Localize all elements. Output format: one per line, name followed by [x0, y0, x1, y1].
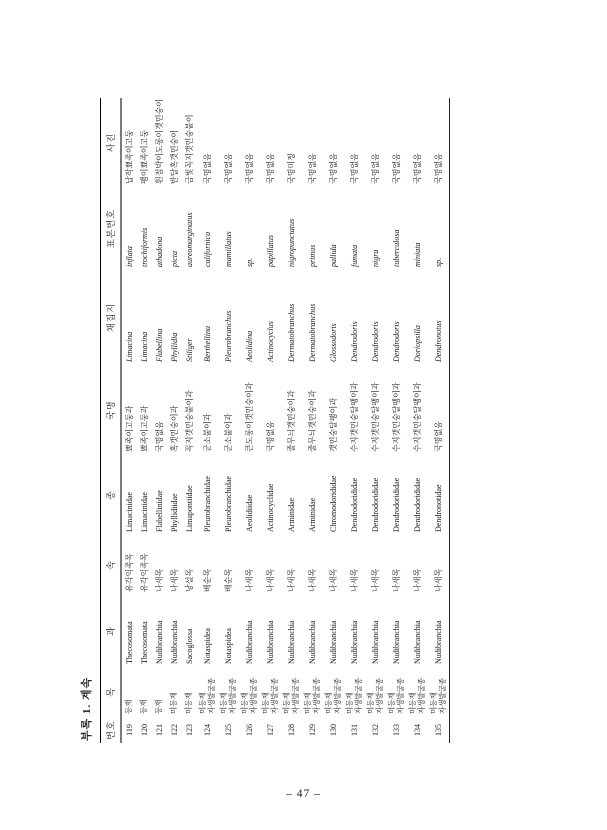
table-cell-family: Actinocyclidae: [266, 483, 275, 532]
table-cell-familyko: 수지갯민숭달팽이과: [371, 382, 380, 452]
table-cell-orderko: 나새목: [434, 568, 443, 592]
table-cell-no: 134: [413, 724, 422, 736]
table-cell-familyko: 국명없음: [266, 421, 275, 452]
table-row: [407, 98, 428, 743]
table-cell-status: [344, 667, 365, 717]
table-cell-nameko: 국명없음: [266, 153, 275, 184]
table-cell-genus: Actinocyclus: [266, 321, 275, 362]
table-cell-genus: Dendrodoris: [392, 321, 401, 362]
table-cell-familyko: 군소붙이과: [224, 413, 233, 452]
table-cell-nameko: 국명없음: [308, 153, 317, 184]
table-cell-species: fumata: [350, 244, 359, 267]
table-cell-no: 123: [185, 724, 194, 736]
table-cell-status: [407, 667, 428, 717]
table-cell-genus: Stiliger: [185, 338, 194, 362]
table-cell-nameko: 국명없음: [329, 153, 338, 184]
table-cell-status: [386, 667, 407, 717]
column-header-4: 종: [106, 490, 116, 500]
table-row: [428, 98, 450, 743]
table-row: [218, 98, 239, 743]
table-cell-no: 130: [329, 724, 338, 736]
table-row: [386, 98, 407, 743]
status-line: 등재: [154, 699, 164, 714]
table-cell-family: Dendrodorididae: [392, 477, 401, 532]
table-cell-order: Nudibranchia: [434, 620, 443, 664]
table-cell-status: [323, 667, 344, 717]
table-cell-no: 132: [371, 724, 380, 736]
table-row: [182, 98, 197, 743]
column-header-0: 번호: [106, 720, 116, 740]
column-header-1: 목: [106, 687, 116, 697]
table-cell-familyko: 국명없음: [155, 421, 164, 452]
table-cell-status: [121, 667, 137, 717]
table-cell-status: [281, 667, 302, 717]
table-cell-species: papillatus: [266, 234, 275, 267]
table-cell-orderko: 나새목: [308, 568, 317, 592]
table-row: [260, 98, 281, 743]
table-cell-no: 122: [170, 724, 179, 736]
table-cell-genus: Limacina: [140, 331, 149, 362]
status-line: 미등재: [366, 692, 375, 714]
table-cell-orderko: 나새목: [350, 568, 359, 592]
table-cell-orderko: 나새목: [266, 568, 275, 592]
table-cell-order: Nudibranchia: [266, 620, 275, 664]
column-header-7: 표본번호: [106, 209, 116, 248]
table-row: [302, 98, 323, 743]
table-cell-status: [152, 667, 167, 717]
table-cell-species: miniata: [413, 242, 422, 267]
table-cell-family: Phyllidiidae: [170, 493, 179, 532]
table-cell-species: californica: [203, 231, 212, 267]
table-cell-no: 119: [125, 724, 134, 736]
table-cell-genus: Aeolidina: [245, 330, 254, 362]
table-cell-no: 128: [287, 724, 296, 736]
table-cell-orderko: 배순목: [224, 568, 233, 592]
table-cell-orderko: 유각익족목: [125, 553, 134, 592]
table-cell-genus: Dermatobranchus: [308, 303, 317, 362]
table-cell-nameko: 납작뾰족이고둥: [125, 129, 134, 184]
table-cell-familyko: 군소붙이과: [203, 413, 212, 452]
table-cell-no: 127: [266, 724, 275, 736]
table-cell-order: Notaspidea: [203, 628, 212, 664]
species-table: [100, 98, 450, 743]
table-cell-nameko: 팽이뾰족이고둥: [140, 129, 149, 184]
table-cell-order: Nudibranchia: [245, 620, 254, 664]
table-cell-species: sp.: [434, 257, 443, 267]
table-cell-nameko: 국명없음: [245, 153, 254, 184]
status-line: 자생발굴종: [227, 677, 237, 714]
table-cell-species: picta: [170, 251, 179, 267]
table-cell-species: aureomarginatus: [185, 212, 194, 267]
table-cell-family: Arminidae: [308, 497, 317, 532]
table-cell-species: nigropunctatus: [287, 218, 296, 267]
table-cell-no: 133: [392, 724, 401, 736]
table-cell-status: [197, 667, 218, 717]
table-row: [365, 98, 386, 743]
species-table-body: [121, 98, 450, 743]
rotated-table-region: [78, 98, 458, 743]
table-cell-family: Dendrodorididae: [350, 477, 359, 532]
column-header-5: 국명: [106, 400, 116, 420]
table-cell-familyko: 꼭지갯민숭붙이과: [185, 390, 194, 452]
table-cell-family: Dendronotidae: [434, 484, 443, 532]
table-cell-nameko: 국명없음: [350, 153, 359, 184]
table-cell-status: [302, 667, 323, 717]
table-cell-familyko: 뾰족이고둥과: [125, 405, 134, 452]
table-cell-family: Flabellinidae: [155, 490, 164, 532]
table-cell-nameko: 국명미정: [287, 153, 296, 184]
table-cell-orderko: 나새목: [287, 568, 296, 592]
table-cell-genus: Pleurobranchus: [224, 310, 233, 362]
table-cell-species: tuberculosa: [392, 229, 401, 267]
table-cell-nameko: 국명없음: [224, 153, 233, 184]
table-cell-no: 124: [203, 724, 212, 736]
table-cell-status: [428, 667, 450, 717]
table-cell-no: 126: [245, 724, 254, 736]
table-cell-family: Limapontiidae: [185, 485, 194, 532]
table-cell-order: Nudibranchia: [170, 620, 179, 664]
table-cell-orderko: 나새목: [329, 568, 338, 592]
table-cell-order: Thecosomata: [140, 621, 149, 664]
species-table-header-row: [101, 98, 122, 743]
status-line: 미등재: [324, 692, 333, 714]
table-cell-nameko: 국명없음: [392, 153, 401, 184]
table-cell-orderko: 나새목: [371, 568, 380, 592]
table-cell-no: 120: [140, 724, 149, 736]
table-cell-status: [182, 667, 197, 717]
table-cell-order: Nudibranchia: [392, 620, 401, 664]
status-line: 자생발굴종: [206, 677, 216, 714]
table-cell-genus: Dendrodoris: [350, 321, 359, 362]
table-cell-no: 121: [155, 724, 164, 736]
table-cell-nameko: 국명없음: [434, 153, 443, 184]
table-row: [137, 98, 152, 743]
table-cell-status: [167, 667, 182, 717]
table-cell-family: Aeolidiidae: [245, 494, 254, 532]
status-line: 자생발굴종: [332, 677, 342, 714]
table-cell-orderko: 나새목: [392, 568, 401, 592]
table-cell-genus: Doriopsilla: [413, 325, 422, 362]
status-line: 미등재: [184, 692, 194, 714]
table-cell-orderko: 나새목: [155, 568, 164, 592]
table-cell-family: Pleurobranchidae: [203, 476, 212, 532]
table-cell-orderko: 낭설목: [185, 568, 194, 592]
table-cell-order: Sacoglossa: [185, 628, 194, 664]
status-line: 미등재: [345, 692, 354, 714]
table-cell-familyko: 갯민숭달팽이과: [329, 397, 338, 452]
table-cell-status: [239, 667, 260, 717]
table-cell-familyko: 국명없음: [434, 421, 443, 452]
status-line: 미등재: [429, 692, 438, 714]
table-cell-genus: Limacina: [125, 331, 134, 362]
table-cell-family: Limacinidae: [125, 492, 134, 532]
table-cell-order: Nudibranchia: [329, 620, 338, 664]
table-cell-nameko: 국명없음: [413, 153, 422, 184]
table-cell-no: 125: [224, 724, 233, 736]
table-cell-genus: Glossodoris: [329, 323, 338, 362]
status-line: 자생발굴종: [395, 677, 405, 714]
table-cell-status: [260, 667, 281, 717]
status-line: 미등재: [261, 692, 270, 714]
table-cell-nameko: 반달혹갯민숭이: [170, 129, 179, 184]
table-cell-genus: Phyllidia: [170, 332, 179, 362]
table-cell-order: Notaspidea: [224, 628, 233, 664]
status-line: 미등재: [303, 692, 312, 714]
table-cell-familyko: 줄무늬갯민숭이과: [308, 390, 317, 452]
status-line: 등재: [139, 699, 149, 714]
table-cell-order: Nudibranchia: [308, 620, 317, 664]
table-cell-genus: Dendrodoris: [371, 321, 380, 362]
status-line: 미등재: [240, 692, 249, 714]
status-line: 미등재: [169, 692, 179, 714]
column-header-8: 사진: [106, 132, 116, 153]
table-cell-orderko: 나새목: [413, 568, 422, 592]
table-cell-order: Nudibranchia: [287, 620, 296, 664]
table-cell-status: [365, 667, 386, 717]
status-line: 자생발굴종: [353, 677, 363, 714]
table-cell-familyko: 큰도롱이갯민숭이과: [245, 382, 254, 452]
table-cell-no: 135: [434, 724, 443, 736]
table-cell-family: Dendrodorididae: [413, 477, 422, 532]
status-line: 미등재: [198, 692, 207, 714]
status-line: 자생발굴종: [416, 677, 426, 714]
table-row: [239, 98, 260, 743]
status-line: 미등재: [282, 692, 291, 714]
page-number: – 47 –: [286, 788, 321, 800]
table-cell-family: Chromodorididae: [329, 475, 338, 532]
table-row: [323, 98, 344, 743]
table-row: [167, 98, 182, 743]
table-cell-species: inflata: [125, 246, 134, 267]
table-cell-orderko: 배순목: [203, 568, 212, 592]
table-cell-species: pallida: [329, 244, 338, 267]
table-cell-order: Nudibranchia: [350, 620, 359, 664]
status-line: 미등재: [408, 692, 417, 714]
table-cell-family: Pleurobranchidae: [224, 476, 233, 532]
table-cell-order: Nudibranchia: [413, 620, 422, 664]
table-cell-no: 129: [308, 724, 317, 736]
table-cell-status: [137, 667, 152, 717]
table-cell-nameko: 국명없음: [371, 153, 380, 184]
table-cell-order: Nudibranchia: [371, 620, 380, 664]
table-row: [281, 98, 302, 743]
status-line: 등재: [124, 699, 134, 714]
table-cell-familyko: 수지갯민숭달팽이과: [413, 382, 422, 452]
table-cell-genus: Berthellina: [203, 326, 212, 362]
table-cell-species: mamillatus: [224, 231, 233, 267]
table-cell-family: Limacinidae: [140, 492, 149, 532]
table-row: [344, 98, 365, 743]
table-cell-familyko: 수지갯민숭달팽이과: [392, 382, 401, 452]
status-line: 미등재: [387, 692, 396, 714]
table-cell-nameko: 흰점박이도롱이갯민숭이: [155, 98, 164, 184]
table-cell-family: Dendrodorididae: [371, 477, 380, 532]
table-cell-familyko: 수지갯민숭달팽이과: [350, 382, 359, 452]
table-cell-familyko: 줄무늬갯민숭이과: [287, 390, 296, 452]
table-cell-no: 131: [350, 724, 359, 736]
status-line: 자생발굴종: [248, 677, 258, 714]
table-cell-species: primus: [308, 244, 317, 267]
appendix-title: 부록 1. 계속: [81, 676, 93, 741]
table-cell-family: Arminidae: [287, 497, 296, 532]
table-cell-status: [218, 667, 239, 717]
status-line: 자생발굴종: [290, 677, 300, 714]
table-cell-familyko: 뾰족이고둥과: [140, 405, 149, 452]
status-line: 자생발굴종: [311, 677, 321, 714]
table-cell-orderko: 유각익족목: [140, 553, 149, 592]
status-line: 자생발굴종: [437, 677, 447, 714]
table-cell-genus: Flabellina: [155, 328, 164, 362]
table-row: [152, 98, 167, 743]
column-header-3: 속: [106, 560, 116, 570]
table-cell-nameko: 금빛꼭지갯민숭붙이: [185, 114, 194, 184]
status-line: 자생발굴종: [374, 677, 384, 714]
table-cell-orderko: 나새목: [245, 568, 254, 592]
table-cell-order: Nudibranchia: [155, 620, 164, 664]
table-cell-genus: Dermatobranchus: [287, 303, 296, 362]
table-cell-species: athadona: [155, 236, 164, 267]
table-cell-species: sp.: [245, 257, 254, 267]
table-cell-orderko: 나새목: [170, 568, 179, 592]
table-cell-order: Thecosomata: [125, 621, 134, 664]
status-line: 미등재: [219, 692, 228, 714]
table-row: [197, 98, 218, 743]
table-row: [121, 98, 137, 743]
column-header-6: 채집지: [106, 302, 116, 333]
table-cell-species: nigra: [371, 249, 380, 267]
column-header-2: 과: [106, 626, 116, 636]
status-line: 자생발굴종: [269, 677, 279, 714]
table-cell-nameko: 국명없음: [203, 153, 212, 184]
table-cell-genus: Dendronotus: [434, 320, 443, 362]
table-cell-familyko: 혹갯민숭이과: [170, 405, 179, 452]
table-cell-species: trochiformis: [140, 227, 149, 267]
